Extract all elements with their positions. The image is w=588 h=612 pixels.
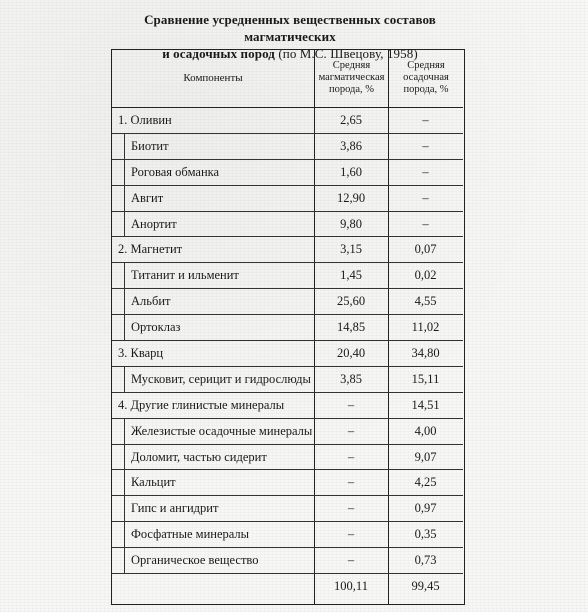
table-row — [112, 548, 463, 574]
title-line-2-bold: и осадочных пород — [162, 46, 275, 61]
sedimentary-value: 0,73 — [414, 553, 437, 568]
table-row — [112, 186, 463, 212]
magmatic-value: 14,85 — [336, 320, 366, 335]
header-magmatic-line-2: магматическая — [318, 72, 385, 83]
component-name: Железистые осадочные минералы — [124, 419, 314, 444]
table-row — [112, 341, 463, 367]
table-row — [112, 445, 463, 471]
component-name: Кальцит — [124, 470, 314, 495]
magmatic-value: 25,60 — [336, 294, 366, 309]
component-name: Органическое вещество — [124, 548, 314, 573]
component-name: Фосфатные минералы — [124, 522, 314, 547]
magmatic-value: – — [347, 475, 355, 490]
component-name: Титанит и ильменит — [124, 263, 314, 288]
table-row — [112, 289, 463, 315]
sedimentary-value: 0,07 — [414, 242, 437, 257]
magmatic-value: – — [347, 449, 355, 464]
table-row — [112, 496, 463, 522]
sedimentary-value: – — [422, 138, 429, 153]
table-row — [112, 108, 463, 134]
magmatic-value: 1,60 — [340, 164, 362, 179]
component-name: Мусковит, серицит и гидрослюды — [124, 367, 314, 392]
sedimentary-value: – — [422, 216, 429, 231]
title-line-1: Сравнение усредненных вещественных составов магматических — [144, 12, 436, 44]
magmatic-value: 12,90 — [336, 190, 366, 205]
header-sedimentary-line-2: осадочная — [403, 72, 449, 83]
table-row — [112, 419, 463, 445]
component-name: Ортоклаз — [124, 315, 314, 340]
sedimentary-value: 4,25 — [414, 475, 437, 490]
sedimentary-value: 0,97 — [414, 501, 437, 516]
magmatic-value: 3,15 — [340, 242, 362, 257]
component-name: 3. Кварц — [118, 345, 164, 360]
sedimentary-value: 4,55 — [414, 294, 437, 309]
magmatic-value: 100,11 — [334, 579, 368, 594]
magmatic-value: – — [347, 501, 355, 516]
table-row — [112, 574, 463, 600]
header-magmatic-line-1: Средняя — [332, 60, 371, 71]
component-name — [112, 574, 314, 600]
magmatic-value: – — [347, 553, 355, 568]
component-name: Авгит — [124, 186, 314, 211]
table-body — [112, 108, 463, 600]
sedimentary-value: 9,07 — [414, 449, 437, 464]
component-name: Биотит — [124, 134, 314, 159]
sedimentary-value: 11,02 — [411, 320, 440, 335]
component-name: Роговая обманка — [124, 160, 314, 185]
composition-table — [111, 49, 465, 605]
header-components: Компоненты — [183, 72, 243, 84]
table-row — [112, 263, 463, 289]
header-magmatic — [314, 50, 388, 106]
table-row — [112, 367, 463, 393]
sedimentary-value: 34,80 — [411, 345, 440, 360]
table-row — [112, 134, 463, 160]
table-row — [112, 315, 463, 341]
component-name: Анортит — [124, 212, 314, 237]
magmatic-value: 20,40 — [336, 345, 366, 360]
magmatic-value: – — [347, 423, 355, 438]
component-name: Гипс и ангидрит — [124, 496, 314, 521]
header-sedimentary-line-1: Средняя — [407, 60, 445, 71]
magmatic-value: 3,86 — [340, 138, 362, 153]
magmatic-value: 3,85 — [340, 371, 362, 386]
table-row — [112, 160, 463, 186]
table-row — [112, 522, 463, 548]
magmatic-value: 2,65 — [340, 112, 362, 127]
sedimentary-value: 0,35 — [414, 527, 437, 542]
sedimentary-value: 99,45 — [411, 579, 440, 594]
header-sedimentary — [388, 50, 463, 106]
header-sedimentary-line-3: порода, % — [403, 84, 449, 95]
sedimentary-value: 14,51 — [411, 397, 440, 412]
title-line-2-rest: (по М.С. Швецову, 1958) — [274, 46, 418, 61]
table-row — [112, 237, 463, 263]
sedimentary-value: – — [422, 164, 429, 179]
table-header — [112, 50, 463, 108]
sedimentary-value: 15,11 — [411, 371, 440, 386]
sedimentary-value: 4,00 — [414, 423, 437, 438]
table-row — [112, 470, 463, 496]
component-name: 1. Оливин — [118, 112, 172, 127]
component-name: 2. Магнетит — [118, 242, 183, 257]
sedimentary-value: – — [422, 112, 429, 127]
magmatic-value: – — [347, 527, 355, 542]
component-name: 4. Другие глинистые минералы — [118, 397, 285, 412]
component-name: Доломит, частью сидерит — [124, 445, 314, 470]
table-row — [112, 212, 463, 238]
magmatic-value: 9,80 — [340, 216, 362, 231]
sedimentary-value: 0,02 — [414, 268, 437, 283]
header-magmatic-line-3: порода, % — [328, 84, 375, 95]
component-name: Альбит — [124, 289, 314, 314]
sedimentary-value: – — [422, 190, 429, 205]
magmatic-value: 1,45 — [340, 268, 362, 283]
magmatic-value: – — [347, 397, 355, 412]
table-row — [112, 393, 463, 419]
